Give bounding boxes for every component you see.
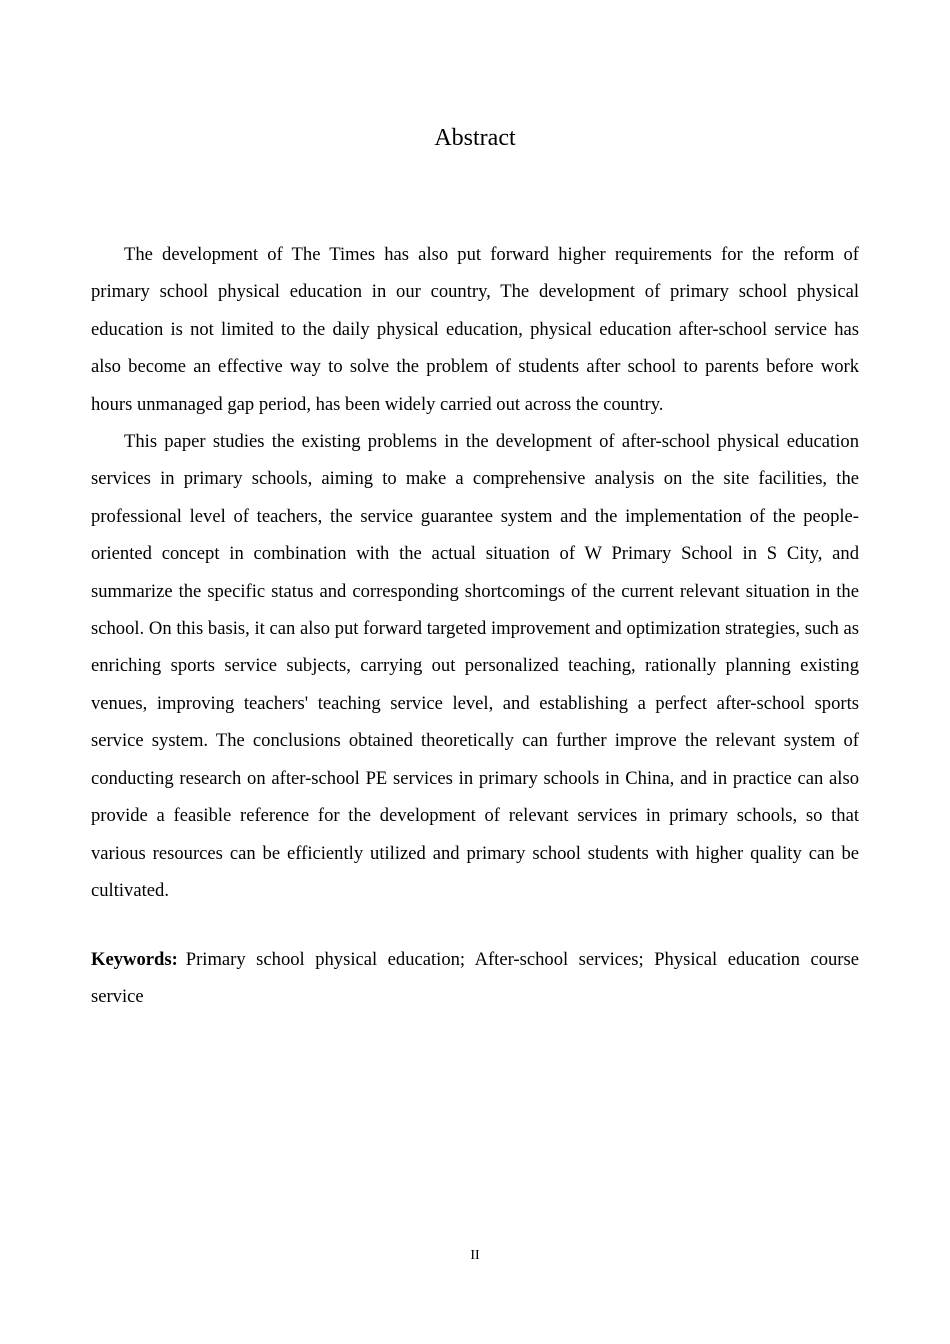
page-number: II [470, 1248, 480, 1263]
keywords-line [91, 941, 859, 1016]
keywords-text: Primary school physical education; After-school services; Physical education course service [91, 949, 859, 1008]
abstract-paragraph-1: The development of The Times has also put forward higher requirements for the reform of primary school physical education in our country, The development of primary school physical education is not limited to the daily physical education, physical education after-school service has also become an effective way to solve the problem of students after school to parents before work hours unmanaged gap period, has been widely carried out across the country. [91, 244, 859, 415]
keywords-label: Keywords: [91, 949, 178, 970]
abstract-title: Abstract [434, 125, 516, 151]
abstract-body [91, 236, 859, 909]
abstract-paragraph-2: This paper studies the existing problems in the development of after-school physical education services in primary schools, aiming to make a comprehensive analysis on the site facilities, the professional level of teachers, the service guarantee system and the implementation of the people-oriented concept in combination with the actual situation of W Primary School in S City, and summarize the specific status and corresponding shortcomings of the current relevant situation in the school. On this basis, it can also put forward targeted improvement and optimization strategies, such as enriching sports service subjects, carrying out personalized teaching, rationally planning existing venues, improving teachers' teaching service level, and establishing a perfect after-school sports service system. The conclusions obtained theoretically can further improve the relevant system of conducting research on after-school PE services in primary schools in China, and in practice can also provide a feasible reference for the development of relevant services in primary schools, so that various resources can be efficiently utilized and primary school students with higher quality can be cultivated. [91, 431, 859, 901]
